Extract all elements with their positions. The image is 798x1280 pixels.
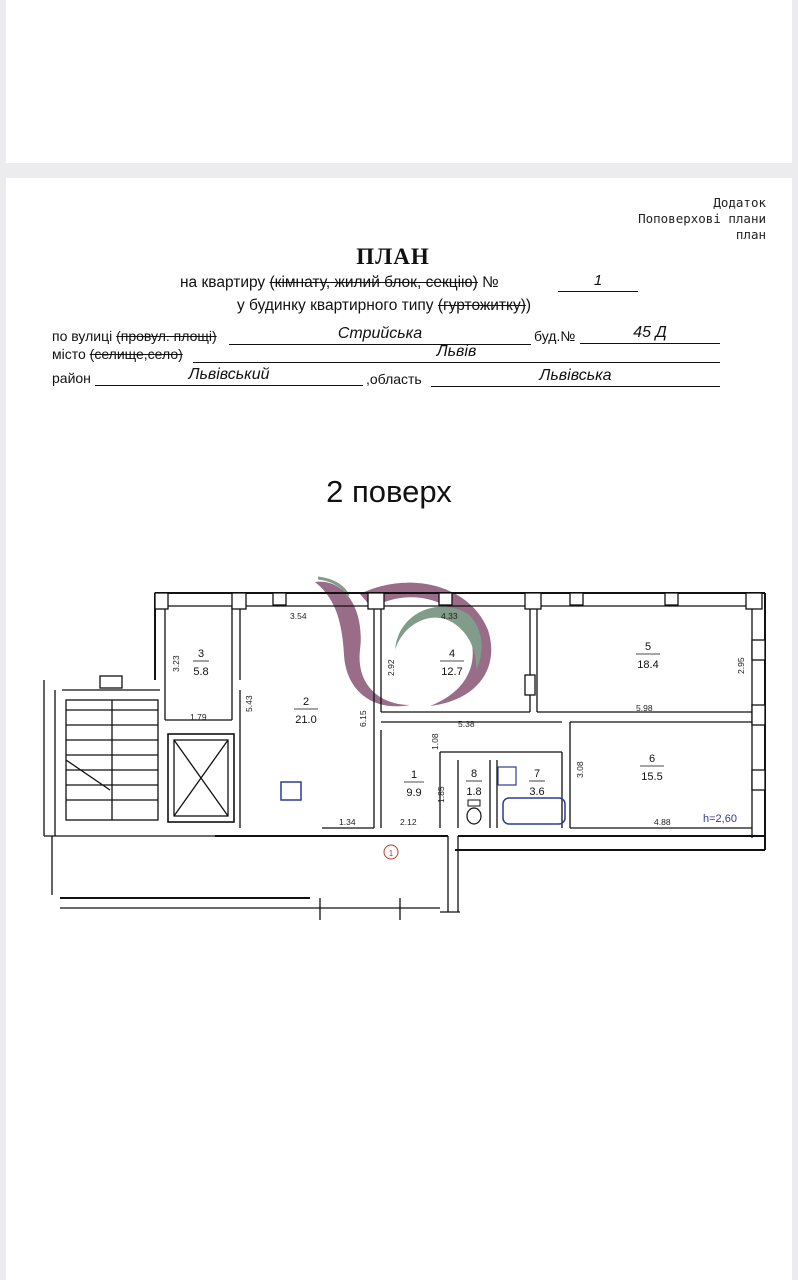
dim-1-08: 1.08 — [430, 733, 440, 750]
walls — [44, 593, 765, 920]
room-3-number: 3 — [197, 648, 205, 660]
dim-5-98: 5.98 — [636, 703, 653, 713]
room-5-number: 5 — [644, 641, 652, 653]
city-field: Львів — [193, 342, 720, 363]
dim-6-15: 6.15 — [358, 710, 368, 727]
oblast-field: Львівська — [431, 366, 720, 387]
document-title: ПЛАН — [356, 244, 430, 269]
room-labels — [193, 641, 664, 799]
room-4-number: 4 — [448, 648, 456, 660]
columns — [100, 593, 765, 790]
appendix-line-1: Додаток — [713, 195, 766, 210]
dim-4-33: 4.33 — [441, 611, 458, 621]
room-2-area: 21.0 — [295, 714, 317, 726]
entrance-marker — [384, 845, 398, 859]
building-type-prefix: у будинку квартирного типу — [237, 297, 438, 314]
apartment-suffix: № — [477, 274, 499, 291]
dim-3-23: 3.23 — [171, 655, 181, 672]
dim-4-88: 4.88 — [654, 817, 671, 827]
room-6-area: 15.5 — [641, 771, 663, 783]
floor-title: 2 поверх — [326, 474, 452, 509]
dim-2-92: 2.92 — [386, 659, 396, 676]
dim-1-79: 1.79 — [190, 712, 207, 722]
room-8-number: 8 — [470, 768, 478, 780]
building-number-label: буд.№ — [534, 328, 576, 344]
dim-1-34: 1.34 — [339, 817, 356, 827]
svg-text:1: 1 — [388, 849, 394, 858]
building-type-struck: (гуртожитку) — [437, 297, 526, 314]
apartment-number-field: 1 — [558, 271, 638, 292]
dim-1-85: 1.85 — [436, 786, 446, 803]
room-2-number: 2 — [302, 696, 310, 708]
room-3-area: 5.8 — [193, 666, 209, 678]
street-field: Стрийська — [229, 324, 531, 345]
room-8-area: 1.8 — [466, 786, 482, 798]
room-1-number: 1 — [410, 769, 418, 781]
room-5-area: 18.4 — [637, 659, 659, 671]
dim-2-12: 2.12 — [400, 817, 417, 827]
appendix-line-2: Поповерхові плани — [638, 211, 766, 226]
room-4-area: 12.7 — [441, 666, 463, 678]
apartment-prefix: на квартиру — [180, 274, 270, 291]
building-number-field: 45 Д — [580, 323, 720, 344]
city-label: місто (селище,село) — [52, 346, 183, 362]
apartment-struck: (кімнату, жилий блок, секцію) — [269, 274, 478, 291]
ceiling-height: h=2,60 — [703, 813, 737, 825]
room-6-number: 6 — [648, 753, 656, 765]
district-field: Львівський — [95, 365, 363, 386]
district-label: район — [52, 370, 91, 386]
dim-3-08: 3.08 — [575, 761, 585, 778]
street-label: по вулиці (провул. площі) — [52, 328, 217, 344]
plumbing-fixtures — [281, 767, 565, 824]
oblast-label: ,область — [366, 371, 422, 387]
watermark-logo — [315, 578, 491, 706]
dim-5-38: 5.38 — [458, 719, 475, 729]
room-7-area: 3.6 — [529, 786, 545, 798]
building-type-line: у будинку квартирного типу (гуртожитку)) — [237, 297, 532, 314]
dim-2-95: 2.95 — [736, 657, 746, 674]
appendix-line-3: план — [735, 227, 766, 242]
room-7-number: 7 — [533, 768, 541, 780]
room-1-area: 9.9 — [406, 787, 422, 799]
dim-3-54: 3.54 — [290, 611, 307, 621]
dim-5-43: 5.43 — [244, 695, 254, 712]
